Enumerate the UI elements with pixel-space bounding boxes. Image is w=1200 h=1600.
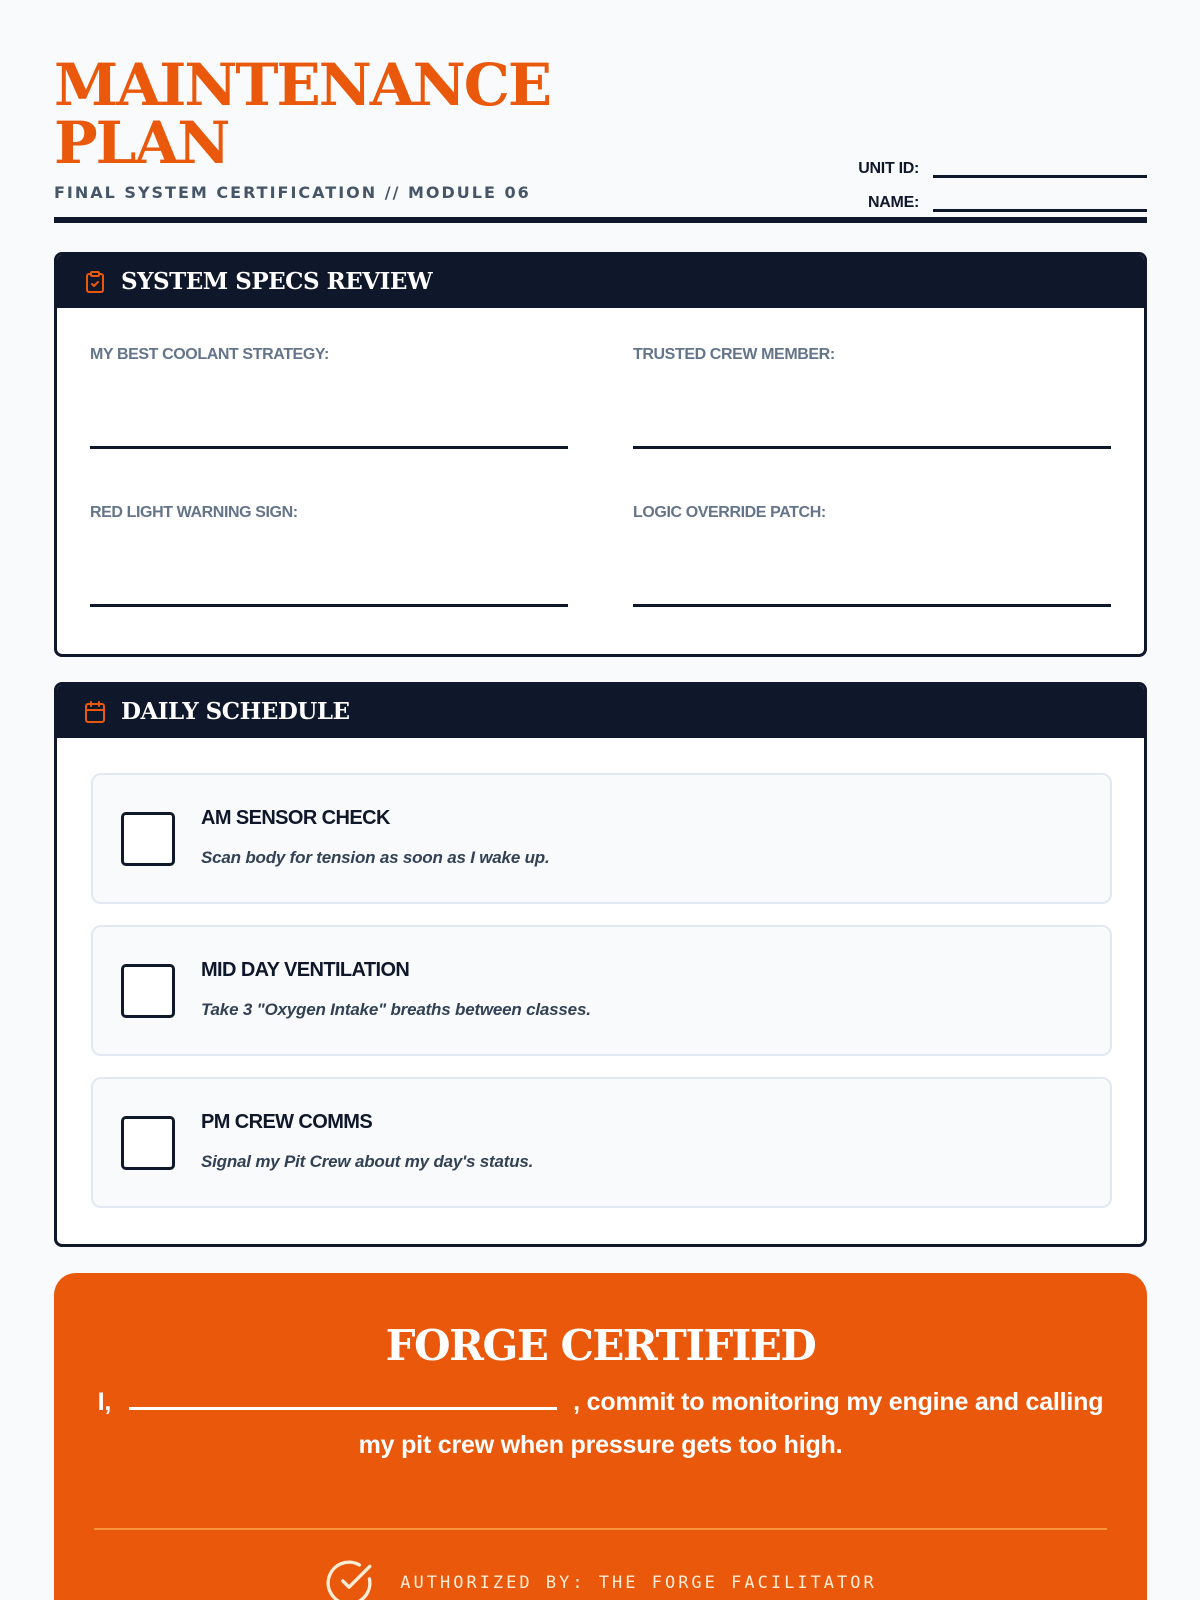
write-line [633,446,1111,449]
title-line-1: MAINTENANCE [54,51,551,119]
pledge-prefix: I, [97,1388,112,1416]
task-title: PM CREW COMMS [201,1111,373,1133]
task-title: MID DAY VENTILATION [201,959,410,981]
pledge-name-field[interactable] [129,1386,557,1410]
page-title [54,51,551,177]
authorization-row [54,1558,1147,1600]
certification-divider [94,1528,1107,1530]
certification-card [54,1273,1147,1600]
calendar-icon [83,700,107,724]
warning-sign-field[interactable] [90,504,568,522]
task-item [91,773,1112,904]
field-label: TRUSTED CREW MEMBER: [633,346,835,363]
task-item [91,925,1112,1056]
task-item [91,1077,1112,1208]
schedule-panel-header [57,685,1144,738]
page-subtitle: FINAL SYSTEM CERTIFICATION // MODULE 06 [54,183,531,202]
identity-block [847,146,1147,214]
schedule-panel-title: DAILY SCHEDULE [121,698,350,725]
name-label: NAME: [868,194,919,211]
task-checkbox[interactable] [121,964,175,1018]
task-checkbox[interactable] [121,812,175,866]
header-divider [54,217,1147,223]
clipboard-check-icon [83,270,107,294]
task-description: Signal my Pit Crew about my day's status. [201,1152,534,1171]
task-description: Take 3 "Oxygen Intake" breaths between classes. [201,1000,591,1019]
write-line [90,604,568,607]
task-checkbox[interactable] [121,1116,175,1170]
daily-schedule-panel [54,682,1147,1247]
authorized-by-text: AUTHORIZED BY: THE FORGE FACILITATOR [400,1573,877,1593]
task-title: AM SENSOR CHECK [201,807,390,829]
name-field[interactable] [933,208,1147,212]
check-circle-icon [324,1558,374,1600]
unit-id-row [847,146,1147,180]
page-header [54,0,1147,228]
logic-override-field[interactable] [633,504,1111,522]
specs-fields [57,308,1144,654]
unit-id-label: UNIT ID: [858,160,919,177]
title-line-2: PLAN [54,109,229,177]
coolant-strategy-field[interactable] [90,346,568,364]
write-line [90,446,568,449]
write-line [633,604,1111,607]
unit-id-field[interactable] [933,174,1147,178]
field-label: RED LIGHT WARNING SIGN: [90,504,298,521]
task-description: Scan body for tension as soon as I wake up. [201,848,550,867]
specs-review-panel [54,252,1147,657]
trusted-crew-field[interactable] [633,346,1111,364]
pledge-suffix: , commit to monitoring my engine and calling my pit crew when pressure gets too high. [358,1388,1104,1459]
name-row [847,180,1147,214]
field-label: LOGIC OVERRIDE PATCH: [633,504,826,521]
specs-panel-header [57,255,1144,308]
field-label: MY BEST COOLANT STRATEGY: [90,346,329,363]
certification-title: FORGE CERTIFIED [385,1321,816,1370]
maintenance-plan-page [54,0,1147,1593]
specs-panel-title: SYSTEM SPECS REVIEW [121,268,433,295]
pledge-statement [94,1381,1107,1467]
